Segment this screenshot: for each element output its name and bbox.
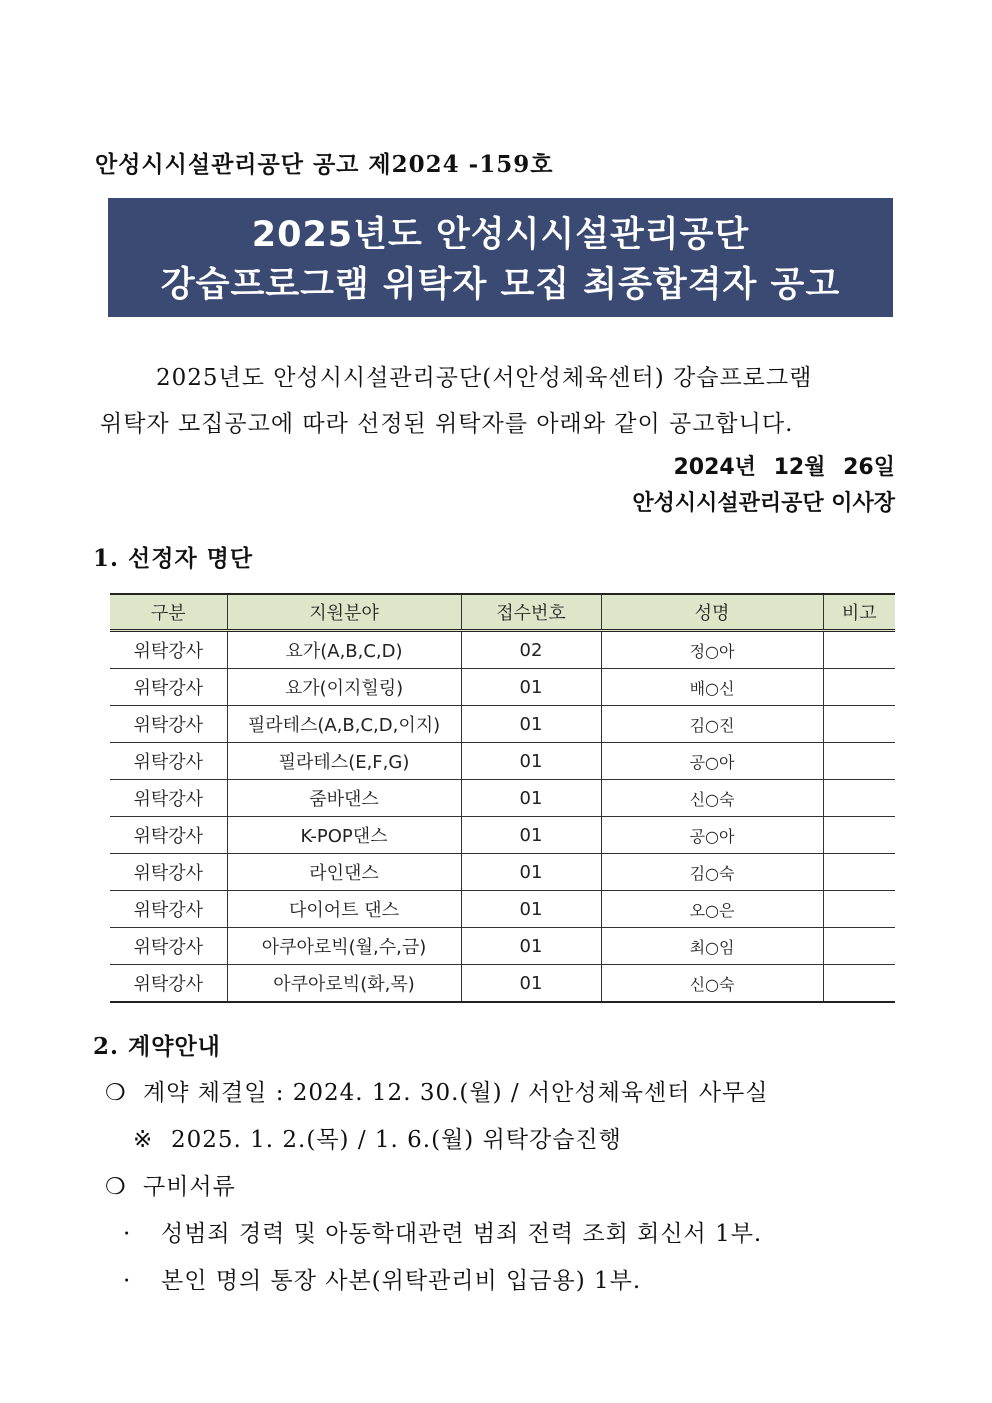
- issuer: 안성시시설관리공단 이사장: [632, 491, 895, 516]
- cell-category: 위탁강사: [110, 780, 227, 817]
- table-header-row: [110, 594, 895, 631]
- cell-category: 위탁강사: [110, 706, 227, 743]
- required-doc-bankbook: [123, 1262, 641, 1295]
- dot-bullet-icon: ·: [123, 1221, 132, 1247]
- contract-date-text: 계약 체결일 : 2024. 12. 30.(월) / 서안성체육센터 사무실: [143, 1080, 769, 1106]
- cell-name: 공○아: [601, 817, 823, 854]
- cell-remarks: [823, 965, 895, 1003]
- cell-field: K-POP댄스: [227, 817, 461, 854]
- bankbook-text: 본인 명의 통장 사본(위탁관리비 입금용) 1부.: [161, 1268, 642, 1294]
- cell-field: 줌바댄스: [227, 780, 461, 817]
- cell-remarks: [823, 631, 895, 669]
- cell-field: 필라테스(E,F,G): [227, 743, 461, 780]
- cell-name: 배○신: [601, 669, 823, 706]
- circle-bullet-icon: ❍: [105, 1174, 127, 1200]
- table-row: [110, 817, 895, 854]
- cell-receipt-no: 01: [461, 780, 601, 817]
- cell-category: 위탁강사: [110, 928, 227, 965]
- intro-line1: 2025년도 안성시시설관리공단(서안성체육센터) 강습프로그램: [156, 365, 813, 391]
- table-row: [110, 928, 895, 965]
- cell-receipt-no: 01: [461, 965, 601, 1003]
- reference-mark-icon: ※: [133, 1127, 154, 1153]
- table-row: [110, 780, 895, 817]
- notice-number: 안성시시설관리공단 공고 제2024 -159호: [95, 151, 554, 178]
- cell-receipt-no: 01: [461, 706, 601, 743]
- cell-receipt-no: 01: [461, 891, 601, 928]
- section1-title: 1. 선정자 명단: [93, 545, 254, 572]
- required-doc-criminal-record: [123, 1215, 762, 1248]
- cell-field: 아쿠아로빅(화,목): [227, 965, 461, 1003]
- cell-field: 다이어트 댄스: [227, 891, 461, 928]
- cell-category: 위탁강사: [110, 891, 227, 928]
- cell-category: 위탁강사: [110, 854, 227, 891]
- banner-title-line2: 강습프로그램 위탁자 모집 최종합격자 공고: [160, 265, 841, 305]
- circle-bullet-icon: ❍: [105, 1080, 127, 1106]
- title-banner: [108, 198, 893, 317]
- dot-bullet-icon: ·: [123, 1268, 132, 1294]
- lesson-start-text: 2025. 1. 2.(목) / 1. 6.(월) 위탁강습진행: [171, 1127, 622, 1153]
- header-field: 지원분야: [227, 594, 461, 631]
- table-row: [110, 965, 895, 1003]
- table-row: [110, 743, 895, 780]
- cell-name: 정○아: [601, 631, 823, 669]
- cell-remarks: [823, 706, 895, 743]
- cell-remarks: [823, 743, 895, 780]
- cell-category: 위탁강사: [110, 817, 227, 854]
- cell-name: 공○아: [601, 743, 823, 780]
- cell-remarks: [823, 780, 895, 817]
- criminal-record-text: 성범죄 경력 및 아동학대관련 범죄 전력 조회 회신서 1부.: [161, 1221, 763, 1247]
- cell-remarks: [823, 928, 895, 965]
- cell-receipt-no: 02: [461, 631, 601, 669]
- header-receipt-no: 접수번호: [461, 594, 601, 631]
- required-docs-item: [105, 1168, 236, 1201]
- banner-title-line1: 2025년도 안성시시설관리공단: [251, 215, 750, 255]
- cell-category: 위탁강사: [110, 965, 227, 1003]
- cell-name: 김○숙: [601, 854, 823, 891]
- announcement-date: 2024년 12월 26일: [673, 455, 895, 480]
- table-row: [110, 854, 895, 891]
- cell-name: 오○은: [601, 891, 823, 928]
- contract-date-item: [105, 1074, 768, 1107]
- cell-field: 아쿠아로빅(월,수,금): [227, 928, 461, 965]
- table-row: [110, 669, 895, 706]
- header-category: 구분: [110, 594, 227, 631]
- cell-receipt-no: 01: [461, 743, 601, 780]
- section2-title: 2. 계약안내: [93, 1033, 221, 1060]
- cell-receipt-no: 01: [461, 854, 601, 891]
- table-row: [110, 891, 895, 928]
- cell-category: 위탁강사: [110, 669, 227, 706]
- cell-category: 위탁강사: [110, 631, 227, 669]
- cell-field: 라인댄스: [227, 854, 461, 891]
- cell-remarks: [823, 669, 895, 706]
- intro-paragraph: [100, 355, 895, 447]
- cell-receipt-no: 01: [461, 817, 601, 854]
- cell-category: 위탁강사: [110, 743, 227, 780]
- intro-line2: 위탁자 모집공고에 따라 선정된 위탁자를 아래와 같이 공고합니다.: [100, 411, 794, 437]
- cell-name: 김○진: [601, 706, 823, 743]
- table-row: [110, 706, 895, 743]
- cell-field: 요가(이지힐링): [227, 669, 461, 706]
- cell-remarks: [823, 854, 895, 891]
- selected-roster-table: [110, 593, 895, 1003]
- cell-remarks: [823, 891, 895, 928]
- cell-receipt-no: 01: [461, 928, 601, 965]
- cell-receipt-no: 01: [461, 669, 601, 706]
- cell-name: 신○숙: [601, 965, 823, 1003]
- cell-field: 요가(A,B,C,D): [227, 631, 461, 669]
- cell-name: 신○숙: [601, 780, 823, 817]
- required-docs-text: 구비서류: [143, 1174, 236, 1200]
- header-name: 성명: [601, 594, 823, 631]
- table-row: [110, 631, 895, 669]
- lesson-start-note: [133, 1121, 622, 1154]
- cell-field: 필라테스(A,B,C,D,이지): [227, 706, 461, 743]
- header-remarks: 비고: [823, 594, 895, 631]
- cell-name: 최○임: [601, 928, 823, 965]
- cell-remarks: [823, 817, 895, 854]
